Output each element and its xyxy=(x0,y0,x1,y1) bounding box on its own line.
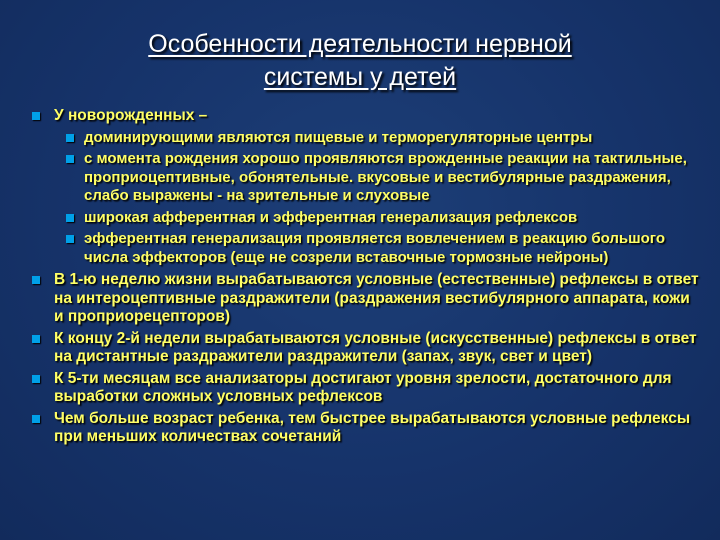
bullet-newborn xyxy=(32,107,702,126)
newborn-group xyxy=(32,107,702,267)
bullet-text: В 1-ю неделю жизни вырабатываются условные (естественные) рефлексы в ответ на интероцептивные раздражители (раздражения вестибулярного аппарата, кожи и проприорецепторов) xyxy=(54,271,699,325)
bullet-list xyxy=(32,107,702,450)
sub-bullet-generalization xyxy=(32,209,702,228)
bullet-text: К 5-ти месяцам все анализаторы достигают уровня зрелости, достаточного для выработки сложных условных рефлексов xyxy=(54,369,672,405)
square-bullet-icon xyxy=(66,155,74,163)
bullet-text: эфферентная генерализация проявляется вовлечением в реакцию большого числа эффекторов (еще не созрели вставочные тормозные нейроны) xyxy=(84,230,666,266)
bullet-text: У новорожденных – xyxy=(54,107,208,124)
square-bullet-icon xyxy=(32,375,40,383)
sub-bullet-innate-reactions xyxy=(32,150,702,206)
bullet-text: Чем больше возраст ребенка, тем быстрее вырабатываются условные рефлексы при меньших количествах сочетаний xyxy=(54,409,691,445)
square-bullet-icon xyxy=(32,276,40,284)
square-bullet-icon xyxy=(32,112,40,120)
title-line-1: Особенности деятельности нервной xyxy=(148,30,572,58)
title-line-2: системы у детей xyxy=(263,63,457,91)
square-bullet-icon xyxy=(66,134,74,142)
square-bullet-icon xyxy=(32,335,40,343)
bullet-text: доминирующими являются пищевые и терморегуляторные центры xyxy=(84,128,593,146)
bullet-five-months xyxy=(32,370,702,407)
bullet-second-week xyxy=(32,330,702,367)
bullet-age xyxy=(32,410,702,447)
square-bullet-icon xyxy=(66,235,74,243)
bullet-text: К концу 2-й недели вырабатываются условные (искусственные) рефлексы в ответ на дистантные раздражители раздражители (запах, звук, свет и цвет) xyxy=(54,329,697,365)
sub-bullet-centers xyxy=(32,129,702,148)
square-bullet-icon xyxy=(32,415,40,423)
bullet-text: широкая афферентная и эфферентная генерализация рефлексов xyxy=(84,208,578,226)
sub-bullet-efferent xyxy=(32,230,702,267)
square-bullet-icon xyxy=(66,214,74,222)
slide-title xyxy=(40,28,680,94)
bullet-first-week xyxy=(32,271,702,327)
bullet-text: с момента рождения хорошо проявляются врожденные реакции на тактильные, проприоцептивные, обонятельные. вкусовые и вестибулярные раздражения, слабо выражены - на зрительные и слуховые xyxy=(84,150,687,204)
